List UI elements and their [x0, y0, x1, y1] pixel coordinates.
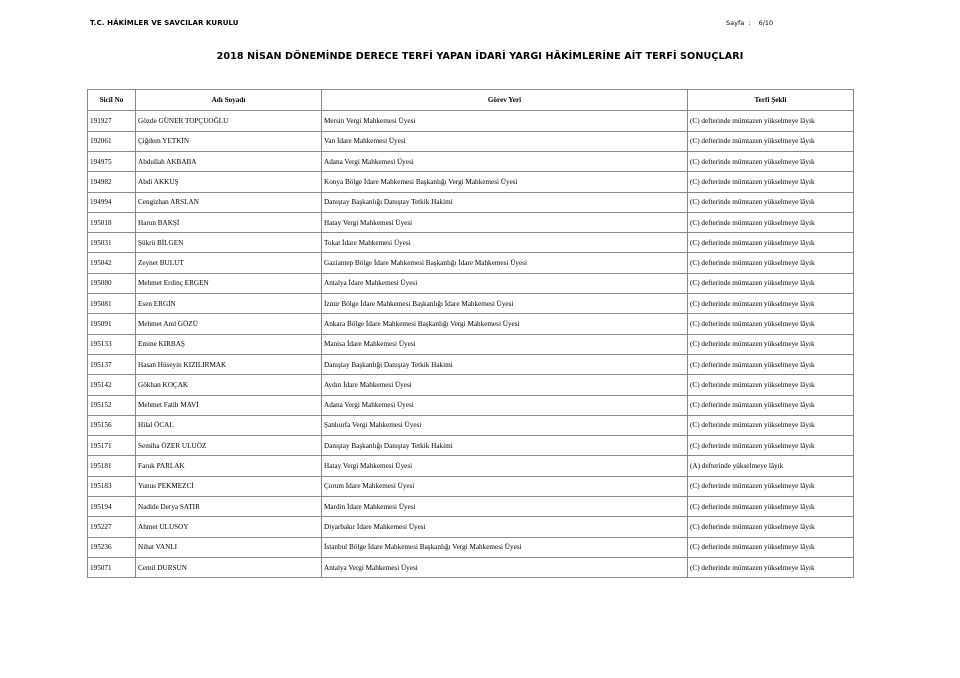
name-cell: Cemil DURSUN: [136, 557, 322, 577]
duty-station-cell: Manisa İdare Mahkemesi Üyesi: [322, 334, 688, 354]
promotion-type-cell: (C) defterinde mümtazen yükselmeye lâyık: [688, 253, 854, 273]
sicil-no-cell: 195091: [88, 314, 136, 334]
name-cell: Semiha ÖZER ULUÖZ: [136, 436, 322, 456]
results-table: [87, 89, 854, 578]
name-cell: Mehmet Fatih MAVİ: [136, 395, 322, 415]
duty-station-cell: Antalya Vergi Mahkemesi Üyesi: [322, 557, 688, 577]
name-cell: Nadide Derya SATIR: [136, 497, 322, 517]
sicil-no-cell: 195031: [88, 233, 136, 253]
sicil-no-cell: 195236: [88, 537, 136, 557]
sicil-no-cell: 195181: [88, 456, 136, 476]
promotion-type-cell: (C) defterinde mümtazen yükselmeye lâyık: [688, 436, 854, 456]
duty-station-cell: Gaziantep Bölge İdare Mahkemesi Başkanlığı İdare Mahkemesi Üyesi: [322, 253, 688, 273]
name-cell: Ahmet ULUSOY: [136, 517, 322, 537]
page-label: Sayfa: [726, 19, 745, 27]
table-row: [88, 334, 854, 354]
table-row: [88, 415, 854, 435]
table-row: [88, 111, 854, 131]
duty-station-cell: Adana Vergi Mahkemesi Üyesi: [322, 395, 688, 415]
name-cell: Şükrü BİLGEN: [136, 233, 322, 253]
promotion-type-cell: (C) defterinde mümtazen yükselmeye lâyık: [688, 375, 854, 395]
duty-station-cell: Çorum İdare Mahkemesi Üyesi: [322, 476, 688, 496]
promotion-type-cell: (C) defterinde mümtazen yükselmeye lâyık: [688, 415, 854, 435]
promotion-type-cell: (C) defterinde mümtazen yükselmeye lâyık: [688, 172, 854, 192]
name-cell: Cengizhan ARSLAN: [136, 192, 322, 212]
table-row: [88, 294, 854, 314]
sicil-no-cell: 191927: [88, 111, 136, 131]
promotion-type-cell: (C) defterinde mümtazen yükselmeye lâyık: [688, 476, 854, 496]
sicil-no-cell: 194994: [88, 192, 136, 212]
name-cell: Nihat VANLI: [136, 537, 322, 557]
name-cell: Yunus PEKMEZCİ: [136, 476, 322, 496]
table-row: [88, 172, 854, 192]
name-cell: Esen ERGİN: [136, 294, 322, 314]
table-row: [88, 476, 854, 496]
table-row: [88, 314, 854, 334]
duty-station-cell: Aydın İdare Mahkemesi Üyesi: [322, 375, 688, 395]
sicil-no-cell: 195071: [88, 557, 136, 577]
promotion-type-cell: (C) defterinde mümtazen yükselmeye lâyık: [688, 557, 854, 577]
duty-station-cell: Hatay Vergi Mahkemesi Üyesi: [322, 212, 688, 232]
sicil-no-cell: 195142: [88, 375, 136, 395]
promotion-type-cell: (C) defterinde mümtazen yükselmeye lâyık: [688, 537, 854, 557]
promotion-type-cell: (C) defterinde mümtazen yükselmeye lâyık: [688, 314, 854, 334]
name-cell: Faruk PARLAK: [136, 456, 322, 476]
sicil-no-cell: 195152: [88, 395, 136, 415]
name-cell: Emine KIRBAŞ: [136, 334, 322, 354]
duty-station-cell: Mardin İdare Mahkemesi Üyesi: [322, 497, 688, 517]
document-title: 2018 NİSAN DÖNEMİNDE DERECE TERFİ YAPAN İDARİ YARGI HÂKİMLERİNE AİT TERFİ SONUÇLARI: [216, 51, 744, 62]
duty-station-cell: Ankara Bölge İdare Mahkemesi Başkanlığı Vergi Mahkemesi Üyesi: [322, 314, 688, 334]
table-row: [88, 253, 854, 273]
page-separator: :: [748, 19, 751, 27]
table-row: [88, 233, 854, 253]
promotion-type-cell: (C) defterinde mümtazen yükselmeye lâyık: [688, 497, 854, 517]
sicil-no-cell: 195183: [88, 476, 136, 496]
name-cell: Zeynet BULUT: [136, 253, 322, 273]
duty-station-cell: İzmir Bölge İdare Mahkemesi Başkanlığı İdare Mahkemesi Üyesi: [322, 294, 688, 314]
table-body: [88, 111, 854, 578]
duty-station-cell: Danıştay Başkanlığı Danıştay Tetkik Hakimi: [322, 436, 688, 456]
table-row: [88, 151, 854, 171]
name-cell: Harun BAKŞİ: [136, 212, 322, 232]
promotion-type-cell: (C) defterinde mümtazen yükselmeye lâyık: [688, 395, 854, 415]
table-row: [88, 212, 854, 232]
duty-station-cell: Mersin Vergi Mahkemesi Üyesi: [322, 111, 688, 131]
sicil-no-cell: 195042: [88, 253, 136, 273]
table-row: [88, 395, 854, 415]
promotion-type-cell: (C) defterinde mümtazen yükselmeye lâyık: [688, 517, 854, 537]
sicil-no-cell: 195018: [88, 212, 136, 232]
sicil-no-cell: 195194: [88, 497, 136, 517]
name-cell: Abdullah AKBABA: [136, 151, 322, 171]
column-header-adi-soyadi: Adı Soyadı: [136, 90, 322, 111]
sicil-no-cell: 195133: [88, 334, 136, 354]
name-cell: Mehmet Erdinç ERGEN: [136, 273, 322, 293]
column-header-gorev-yeri: Görev Yeri: [322, 90, 688, 111]
name-cell: Abdi AKKUŞ: [136, 172, 322, 192]
promotion-type-cell: (C) defterinde mümtazen yükselmeye lâyık: [688, 151, 854, 171]
sicil-no-cell: 195171: [88, 436, 136, 456]
sicil-no-cell: 194982: [88, 172, 136, 192]
table-row: [88, 456, 854, 476]
name-cell: Hasan Hüseyin KIZILIRMAK: [136, 354, 322, 374]
promotion-type-cell: (C) defterinde mümtazen yükselmeye lâyık: [688, 192, 854, 212]
duty-station-cell: Antalya İdare Mahkemesi Üyesi: [322, 273, 688, 293]
duty-station-cell: İstanbul Bölge İdare Mahkemesi Başkanlığı Vergi Mahkemesi Üyesi: [322, 537, 688, 557]
duty-station-cell: Şanlıurfa Vergi Mahkemesi Üyesi: [322, 415, 688, 435]
duty-station-cell: Danıştay Başkanlığı Danıştay Tetkik Hakimi: [322, 354, 688, 374]
promotion-type-cell: (C) defterinde mümtazen yükselmeye lâyık: [688, 334, 854, 354]
promotion-type-cell: (C) defterinde mümtazen yükselmeye lâyık: [688, 273, 854, 293]
promotion-type-cell: (C) defterinde mümtazen yükselmeye lâyık: [688, 131, 854, 151]
duty-station-cell: Van İdare Mahkemesi Üyesi: [322, 131, 688, 151]
sicil-no-cell: 194975: [88, 151, 136, 171]
table-row: [88, 354, 854, 374]
name-cell: Mehmet Anıl GÖZÜ: [136, 314, 322, 334]
duty-station-cell: Tokat İdare Mahkemesi Üyesi: [322, 233, 688, 253]
duty-station-cell: Adana Vergi Mahkemesi Üyesi: [322, 151, 688, 171]
sicil-no-cell: 195080: [88, 273, 136, 293]
table-row: [88, 537, 854, 557]
duty-station-cell: Danıştay Başkanlığı Danıştay Tetkik Hakimi: [322, 192, 688, 212]
duty-station-cell: Hatay Vergi Mahkemesi Üyesi: [322, 456, 688, 476]
name-cell: Çiğdem YETKİN: [136, 131, 322, 151]
page-indicator: [726, 19, 773, 27]
sicil-no-cell: 195081: [88, 294, 136, 314]
promotion-type-cell: (C) defterinde mümtazen yükselmeye lâyık: [688, 354, 854, 374]
sicil-no-cell: 195227: [88, 517, 136, 537]
duty-station-cell: Konya Bölge İdare Mahkemesi Başkanlığı Vergi Mahkemesi Üyesi: [322, 172, 688, 192]
table-row: [88, 517, 854, 537]
page-number: 6/10: [758, 19, 774, 27]
name-cell: Hilal ÖCAL: [136, 415, 322, 435]
promotion-type-cell: (C) defterinde mümtazen yükselmeye lâyık: [688, 233, 854, 253]
column-header-terfi-sekli: Terfi Şekli: [688, 90, 854, 111]
promotion-type-cell: (C) defterinde mümtazen yükselmeye lâyık: [688, 111, 854, 131]
table-header-row: [88, 90, 854, 111]
name-cell: Gözde GÜNER TOPÇUOĞLU: [136, 111, 322, 131]
sicil-no-cell: 195137: [88, 354, 136, 374]
organization-name: T.C. HÂKİMLER VE SAVCILAR KURULU: [90, 19, 239, 27]
sicil-no-cell: 195156: [88, 415, 136, 435]
sicil-no-cell: 192061: [88, 131, 136, 151]
promotion-type-cell: (C) defterinde mümtazen yükselmeye lâyık: [688, 212, 854, 232]
table-row: [88, 375, 854, 395]
table-row: [88, 131, 854, 151]
promotion-type-cell: (C) defterinde mümtazen yükselmeye lâyık: [688, 294, 854, 314]
table-row: [88, 192, 854, 212]
promotion-type-cell: (A) defterinde yükselmeye lâyık: [688, 456, 854, 476]
table-row: [88, 436, 854, 456]
table-row: [88, 557, 854, 577]
column-header-sicil-no: Sicil No: [88, 90, 136, 111]
duty-station-cell: Diyarbakır İdare Mahkemesi Üyesi: [322, 517, 688, 537]
table-row: [88, 497, 854, 517]
name-cell: Gökhan KOÇAK: [136, 375, 322, 395]
table-row: [88, 273, 854, 293]
